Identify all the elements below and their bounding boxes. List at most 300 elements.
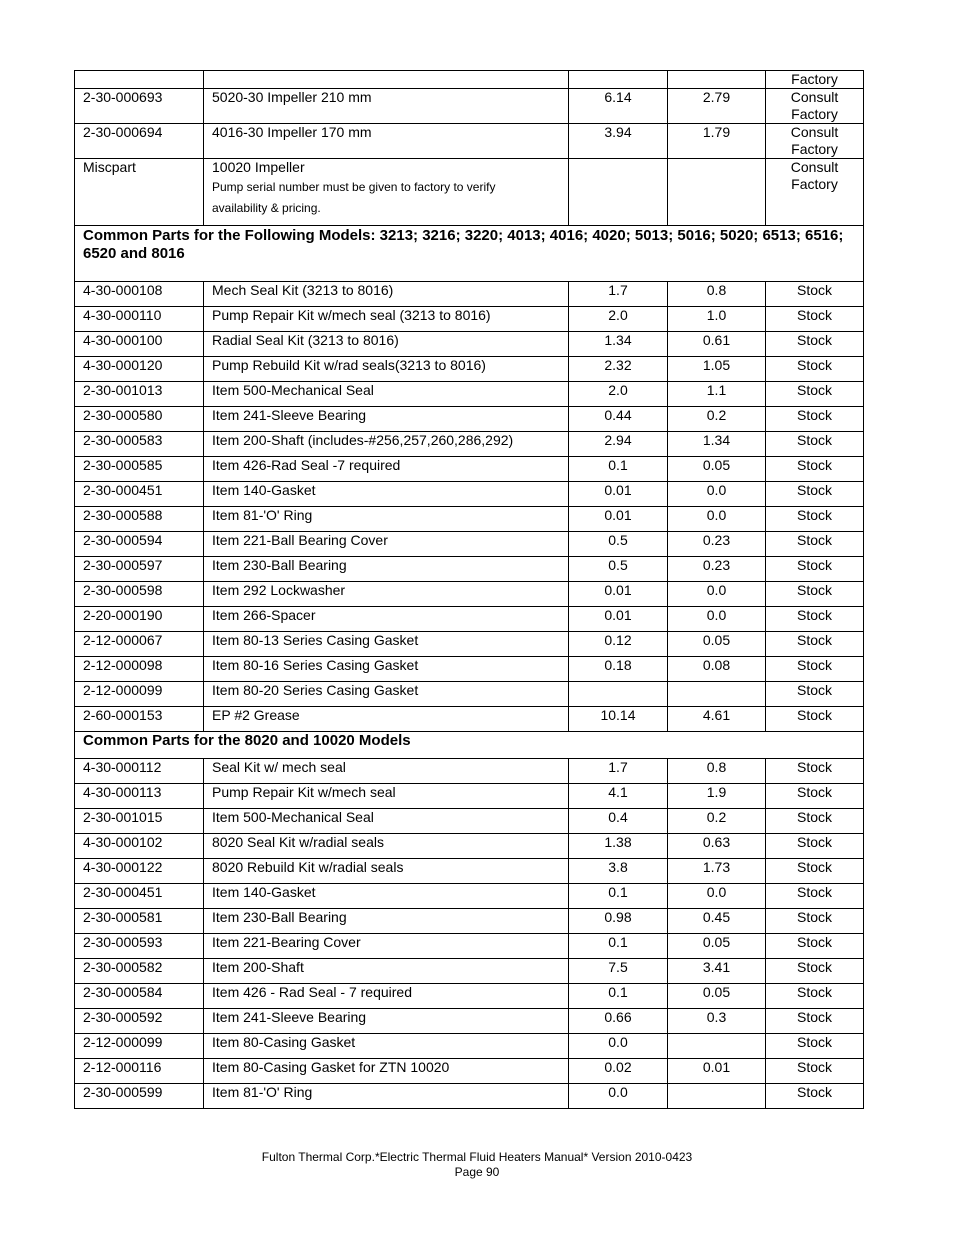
availability-cell: [766, 124, 864, 159]
weight-kg: 0.61: [702, 332, 731, 348]
part-number: 4-30-000120: [83, 357, 163, 373]
weight-kg: 0.23: [702, 557, 731, 573]
weight-lb-cell: [569, 607, 668, 632]
table-row: [75, 884, 864, 909]
part-number: 2-30-000585: [83, 457, 163, 473]
description: Item 140-Gasket: [212, 482, 316, 498]
weight-kg-cell: [668, 124, 766, 159]
weight-kg-cell: [668, 632, 766, 657]
weight-kg-cell: [668, 607, 766, 632]
table-row: [75, 89, 864, 124]
weight-lb-cell: [569, 834, 668, 859]
weight-lb: 0.18: [604, 657, 632, 673]
weight-lb: 0.5: [608, 532, 628, 548]
weight-lb-cell: [569, 357, 668, 382]
part-number: 2-30-000582: [83, 959, 163, 975]
weight-lb: 1.7: [608, 759, 628, 775]
weight-lb: 3.94: [604, 124, 632, 140]
availability-cell: [766, 482, 864, 507]
table-row: [75, 557, 864, 582]
availability-cell: [766, 1034, 864, 1059]
availability: Stock: [796, 457, 832, 473]
part-number-cell: [75, 89, 204, 124]
weight-kg-cell: [668, 909, 766, 934]
part-number: 2-30-000584: [83, 984, 163, 1000]
part-number-cell: [75, 809, 204, 834]
weight-kg-cell: [668, 282, 766, 307]
description-cell: [204, 884, 569, 909]
weight-kg-cell: [668, 784, 766, 809]
weight-kg: 0.2: [706, 407, 727, 423]
description: Item 221-Bearing Cover: [212, 934, 361, 950]
part-number-cell: [75, 784, 204, 809]
weight-lb: 2.0: [608, 307, 628, 323]
description: Item 80-20 Series Casing Gasket: [212, 682, 419, 698]
weight-kg: 2.79: [702, 89, 731, 105]
description-cell: [204, 357, 569, 382]
description: Item 81-'O' Ring: [212, 1084, 313, 1100]
table-row: [75, 532, 864, 557]
weight-lb: 10.14: [600, 707, 636, 723]
weight-kg: 0.05: [702, 984, 731, 1000]
table-row: [75, 657, 864, 682]
description: Item 230-Ball Bearing: [212, 557, 347, 573]
availability: Stock: [796, 482, 832, 498]
availability-cell: [766, 834, 864, 859]
availability-cell: [766, 759, 864, 784]
part-number: 4-30-000110: [83, 307, 162, 323]
part-number: 2-30-000693: [83, 89, 163, 105]
weight-kg: 1.1: [706, 382, 727, 398]
table-row-miscpart: [75, 159, 864, 226]
table-row: [75, 432, 864, 457]
description: EP #2 Grease: [212, 707, 300, 723]
part-number-cell: [75, 71, 204, 89]
weight-lb: 4.1: [608, 784, 628, 800]
availability: Stock: [796, 784, 832, 800]
description-cell: [204, 407, 569, 432]
description-cell: [204, 557, 569, 582]
weight-kg: 4.61: [702, 707, 731, 723]
misc-row-group: [75, 159, 864, 282]
description: Item 426-Rad Seal -7 required: [212, 457, 401, 473]
availability-cell: [766, 859, 864, 884]
availability-cell: [766, 909, 864, 934]
weight-kg-cell: [668, 1034, 766, 1059]
table-row: [75, 682, 864, 707]
availability: Stock: [796, 809, 832, 825]
availability: Stock: [796, 707, 832, 723]
availability: Stock: [796, 307, 832, 323]
part-number-cell: [75, 759, 204, 784]
availability-cell: [766, 784, 864, 809]
weight-kg: 0.2: [706, 809, 727, 825]
availability: Stock: [796, 859, 832, 875]
availability: Stock: [796, 582, 832, 598]
availability: Stock: [796, 432, 832, 448]
description-cell: [204, 859, 569, 884]
section2-rows: [75, 759, 864, 1109]
part-number-cell: [75, 834, 204, 859]
weight-lb-cell: [569, 124, 668, 159]
weight-kg: 1.0: [706, 307, 727, 323]
description-cell: [204, 1034, 569, 1059]
weight-lb-cell: [569, 432, 668, 457]
description-cell: [204, 432, 569, 457]
availability: Stock: [796, 382, 832, 398]
parts-table: [74, 70, 864, 1109]
availability-cell: [766, 1059, 864, 1084]
weight-lb-cell: [569, 809, 668, 834]
table-row: [75, 482, 864, 507]
weight-kg-cell: [668, 407, 766, 432]
weight-kg-cell: [668, 834, 766, 859]
part-number-cell: [75, 959, 204, 984]
availability: Stock: [796, 407, 832, 423]
weight-lb-cell: [569, 507, 668, 532]
description-cell: [204, 909, 569, 934]
table-row: [75, 707, 864, 732]
weight-kg-cell: [668, 934, 766, 959]
weight-lb-cell: [569, 984, 668, 1009]
part-number: 2-12-000099: [83, 682, 163, 698]
description-cell: [204, 507, 569, 532]
weight-lb-cell: [569, 89, 668, 124]
weight-kg-cell: [668, 71, 766, 89]
description: Item 241-Sleeve Bearing: [212, 407, 367, 423]
part-number: 2-12-000116: [83, 1059, 162, 1075]
weight-kg-cell: [668, 332, 766, 357]
description-cell: [204, 784, 569, 809]
weight-kg-cell: [668, 759, 766, 784]
part-number-cell: [75, 282, 204, 307]
weight-kg-cell: [668, 89, 766, 124]
part-number-cell: [75, 407, 204, 432]
weight-lb: 0.01: [604, 507, 632, 523]
description-cell: [204, 124, 569, 159]
description: 8020 Rebuild Kit w/radial seals: [212, 859, 404, 875]
part-number: 2-30-000451: [83, 482, 163, 498]
weight-lb-cell: [569, 759, 668, 784]
description-cell: [204, 1059, 569, 1084]
availability-cell: [766, 159, 864, 226]
availability-cell: [766, 307, 864, 332]
part-number-cell: [75, 657, 204, 682]
availability-cell: [766, 984, 864, 1009]
availability: Stock: [796, 934, 832, 950]
table-row: [75, 307, 864, 332]
availability-cell: [766, 89, 864, 124]
part-number: 4-30-000122: [83, 859, 163, 875]
table-row: [75, 457, 864, 482]
part-number-cell: [75, 1009, 204, 1034]
description-cell: [204, 71, 569, 89]
availability: Stock: [796, 1034, 832, 1050]
availability-cell: [766, 959, 864, 984]
part-number-cell: [75, 582, 204, 607]
section2-header-group: [75, 732, 864, 759]
part-number: 2-30-000593: [83, 934, 163, 950]
part-number: 2-12-000098: [83, 657, 163, 673]
availability-cell: [766, 282, 864, 307]
part-number-cell: [75, 432, 204, 457]
part-number: 4-30-000102: [83, 834, 163, 850]
weight-lb: 0.66: [604, 1009, 632, 1025]
table-row: [75, 632, 864, 657]
table-row: [75, 1009, 864, 1034]
weight-lb-cell: [569, 1009, 668, 1034]
availability-cell: [766, 1084, 864, 1109]
weight-lb-cell: [569, 707, 668, 732]
footer-manual-title: Fulton Thermal Corp.*Electric Thermal Fluid Heaters Manual* Version 2010-0423: [261, 1150, 693, 1164]
weight-lb-cell: [569, 1059, 668, 1084]
weight-lb-cell: [569, 557, 668, 582]
description: Item 426 - Rad Seal - 7 required: [212, 984, 412, 1000]
part-number-cell: [75, 457, 204, 482]
availability-cell: [766, 457, 864, 482]
description: 5020-30 Impeller 210 mm: [212, 89, 372, 105]
availability: Stock: [796, 984, 832, 1000]
availability-cell: [766, 407, 864, 432]
part-number: 2-30-000599: [83, 1084, 163, 1100]
weight-kg-cell: [668, 707, 766, 732]
weight-lb-cell: [569, 71, 668, 89]
weight-lb-cell: [569, 407, 668, 432]
description-cell: [204, 332, 569, 357]
weight-kg: 1.73: [702, 859, 731, 875]
table-row: [75, 959, 864, 984]
weight-kg: 1.9: [706, 784, 727, 800]
weight-kg-cell: [668, 657, 766, 682]
description-cell: [204, 89, 569, 124]
description-cell: [204, 1084, 569, 1109]
availability-cell: [766, 809, 864, 834]
part-number-cell: [75, 934, 204, 959]
part-number: 4-30-000100: [83, 332, 163, 348]
part-number: 2-30-001013: [83, 382, 163, 398]
table-row: [75, 859, 864, 884]
weight-lb: 2.0: [608, 382, 628, 398]
part-number: 2-30-000598: [83, 582, 163, 598]
part-number-cell: [75, 1034, 204, 1059]
part-number-cell: [75, 124, 204, 159]
part-number: 2-30-000594: [83, 532, 163, 548]
page-footer: [0, 1150, 954, 1180]
part-number: 2-12-000067: [83, 632, 163, 648]
description-cell: [204, 1009, 569, 1034]
description: 8020 Seal Kit w/radial seals: [212, 834, 384, 850]
part-number: 2-30-000597: [83, 557, 163, 573]
description: 4016-30 Impeller 170 mm: [212, 124, 372, 140]
table-row: [75, 784, 864, 809]
description-cell: [204, 607, 569, 632]
weight-lb: 0.01: [604, 482, 632, 498]
section-title-1: Common Parts for the Following Models: 3213; 3216; 3220; 4013; 4016; 4020; 5013; 5016; 5020; 6513; 6516; 6520 and 8016: [75, 226, 864, 282]
weight-lb: 0.1: [608, 884, 628, 900]
weight-kg: 0.0: [706, 482, 727, 498]
weight-kg: 0.0: [706, 607, 727, 623]
weight-lb: 3.8: [608, 859, 628, 875]
weight-kg: 0.8: [706, 759, 727, 775]
weight-kg: 0.0: [706, 884, 727, 900]
availability: Stock: [796, 332, 832, 348]
part-number-cell: [75, 607, 204, 632]
weight-lb-cell: [569, 582, 668, 607]
note-line-2: availability & pricing.: [212, 201, 321, 215]
part-number-cell: [75, 707, 204, 732]
description: Seal Kit w/ mech seal: [212, 759, 346, 775]
part-number-cell: [75, 557, 204, 582]
part-number-cell: [75, 859, 204, 884]
top-rows: [75, 71, 864, 159]
weight-lb-cell: [569, 959, 668, 984]
section-header-row-2: [75, 732, 864, 759]
availability: Stock: [796, 909, 832, 925]
weight-kg: 0.8: [706, 282, 727, 298]
description: Item 80-13 Series Casing Gasket: [212, 632, 419, 648]
weight-lb: 0.0: [608, 1034, 628, 1050]
weight-lb-cell: [569, 482, 668, 507]
availability-cell: [766, 432, 864, 457]
availability: Stock: [796, 682, 832, 698]
part-number-cell: [75, 884, 204, 909]
description: Pump Repair Kit w/mech seal (3213 to 8016): [212, 307, 491, 323]
description: Item 292 Lockwasher: [212, 582, 346, 598]
part-number: 4-30-000112: [83, 759, 162, 775]
table-row: [75, 809, 864, 834]
weight-kg: 0.3: [706, 1009, 727, 1025]
description: Radial Seal Kit (3213 to 8016): [212, 332, 399, 348]
description-cell: [204, 657, 569, 682]
table-row: [75, 834, 864, 859]
weight-lb: 0.01: [604, 582, 632, 598]
weight-lb: 1.34: [604, 332, 632, 348]
description-cell: [204, 532, 569, 557]
description: Item 80-Casing Gasket: [212, 1034, 356, 1050]
weight-lb-cell: [569, 859, 668, 884]
availability: Stock: [796, 357, 832, 373]
description: Item 500-Mechanical Seal: [212, 382, 374, 398]
weight-kg-cell: [668, 532, 766, 557]
weight-kg-cell: [668, 307, 766, 332]
weight-lb: 0.1: [608, 934, 628, 950]
weight-kg: 0.05: [702, 457, 731, 473]
weight-kg-cell: [668, 1009, 766, 1034]
description: Item 241-Sleeve Bearing: [212, 1009, 367, 1025]
description: Item 81-'O' Ring: [212, 507, 313, 523]
table-row: [75, 357, 864, 382]
part-number-cell: [75, 532, 204, 557]
availability-cell: [766, 582, 864, 607]
part-number-cell: [75, 1084, 204, 1109]
availability-cell: [766, 71, 864, 89]
availability-cell: [766, 382, 864, 407]
availability: Consult Factory: [790, 159, 839, 192]
section-title-2: Common Parts for the 8020 and 10020 Models: [75, 732, 864, 759]
availability: Stock: [796, 759, 832, 775]
weight-kg-cell: [668, 959, 766, 984]
description: Item 221-Ball Bearing Cover: [212, 532, 388, 548]
weight-kg-cell: [668, 432, 766, 457]
table-row: [75, 282, 864, 307]
part-number: 4-30-000108: [83, 282, 163, 298]
weight-lb: 0.0: [608, 1084, 628, 1100]
availability-cell: [766, 332, 864, 357]
part-number: 2-20-000190: [83, 607, 163, 623]
description: Mech Seal Kit (3213 to 8016): [212, 282, 394, 298]
description-cell: [204, 959, 569, 984]
weight-kg-cell: [668, 984, 766, 1009]
weight-lb-cell: [569, 784, 668, 809]
description: Item 200-Shaft: [212, 959, 304, 975]
table-row: [75, 1084, 864, 1109]
availability: Stock: [796, 282, 832, 298]
weight-lb: 1.7: [608, 282, 628, 298]
description-cell: [204, 984, 569, 1009]
description: Item 80-16 Series Casing Gasket: [212, 657, 419, 673]
weight-lb-cell: [569, 657, 668, 682]
part-number-cell: [75, 482, 204, 507]
part-number: 2-30-000580: [83, 407, 163, 423]
description-cell: [204, 682, 569, 707]
availability: Stock: [796, 1084, 832, 1100]
weight-lb-cell: [569, 332, 668, 357]
weight-lb-cell: [569, 682, 668, 707]
weight-kg: 1.79: [702, 124, 731, 140]
weight-kg: 3.41: [702, 959, 731, 975]
weight-kg-cell: [668, 507, 766, 532]
weight-kg: 0.01: [702, 1059, 731, 1075]
availability: Factory: [791, 71, 838, 87]
weight-kg: 0.0: [706, 582, 727, 598]
weight-lb: 2.94: [604, 432, 632, 448]
weight-lb-cell: [569, 1034, 668, 1059]
table-row: [75, 1059, 864, 1084]
weight-kg: 0.0: [706, 507, 727, 523]
description-cell: [204, 482, 569, 507]
weight-kg-cell: [668, 884, 766, 909]
description: Item 140-Gasket: [212, 884, 316, 900]
weight-kg-cell: [668, 859, 766, 884]
description-cell: [204, 307, 569, 332]
part-number: 2-30-000592: [83, 1009, 163, 1025]
table-row: [75, 332, 864, 357]
table-row: [75, 507, 864, 532]
weight-kg-cell: [668, 809, 766, 834]
part-number-cell: [75, 159, 204, 226]
table-row: [75, 607, 864, 632]
availability-cell: [766, 557, 864, 582]
description: Pump Rebuild Kit w/rad seals(3213 to 8016): [212, 357, 486, 373]
weight-lb: 0.4: [608, 809, 628, 825]
table-row: [75, 382, 864, 407]
table-row: [75, 934, 864, 959]
weight-kg: 0.23: [702, 532, 731, 548]
weight-lb-cell: [569, 1084, 668, 1109]
availability-cell: [766, 1009, 864, 1034]
weight-lb-cell: [569, 884, 668, 909]
part-number: 2-30-000581: [83, 909, 163, 925]
part-number-cell: [75, 984, 204, 1009]
weight-lb: 0.1: [608, 457, 628, 473]
weight-lb: 7.5: [608, 959, 628, 975]
availability-cell: [766, 707, 864, 732]
part-number-cell: [75, 1059, 204, 1084]
description-cell: [204, 759, 569, 784]
weight-kg: 0.45: [702, 909, 731, 925]
part-number-cell: [75, 307, 204, 332]
weight-lb-cell: [569, 934, 668, 959]
